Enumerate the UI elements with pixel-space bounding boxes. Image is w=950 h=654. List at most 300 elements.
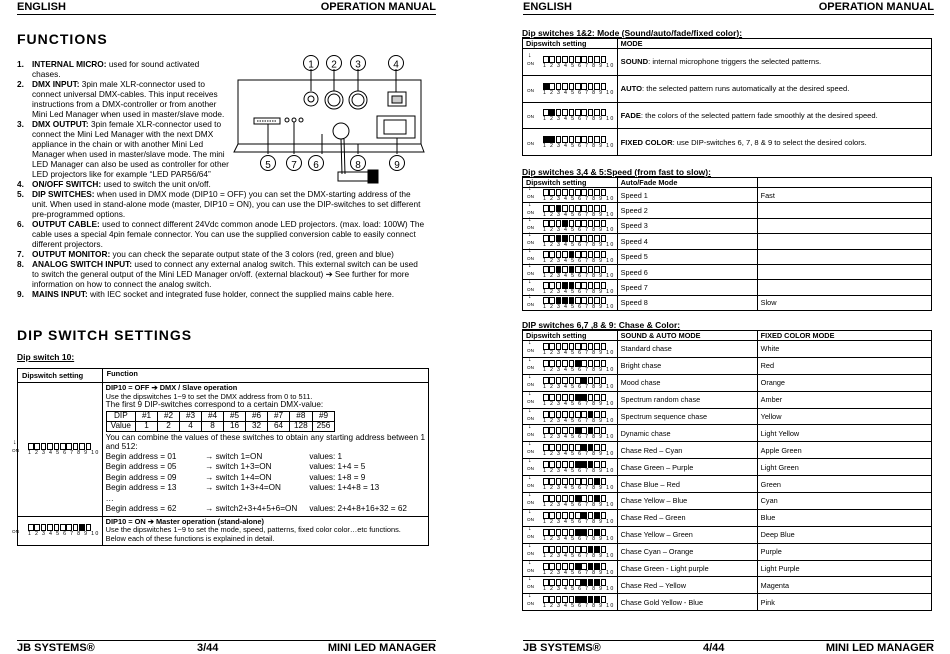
- dip-number-cell: #1: [136, 411, 158, 421]
- speed-label: Speed 1: [617, 188, 757, 203]
- address-cell: …: [105, 493, 114, 503]
- function-title: OUTPUT CABLE:: [32, 219, 100, 229]
- dip10-off-line2: The first 9 DIP-switches correspond to a certain DMX-value:: [105, 400, 324, 410]
- dip10-on-title: DIP10 = ON ➔ Master operation (stand-alone): [105, 516, 265, 526]
- dip10-on-line1: Use the dipswitches 1~9 to set the mode, speed, patterns, fixed color color…etc functions.: [105, 525, 401, 535]
- dip-settings-heading: DIP SWITCH SETTINGS: [17, 327, 193, 343]
- header-language: ENGLISH: [17, 1, 66, 13]
- page-header: [17, 1, 436, 15]
- function-number: 1.: [17, 59, 24, 69]
- speed-table: [522, 177, 932, 311]
- function-text: you can check the separate output state of the 3 colors (red, green and blue): [110, 249, 394, 259]
- function-title: ANALOG SWITCH INPUT:: [32, 259, 133, 269]
- arrow-down-icon: ↓: [528, 474, 532, 482]
- values-cell: values: 1: [309, 451, 343, 461]
- chase-row: [523, 425, 932, 442]
- callout-number: 8: [355, 160, 361, 171]
- dip-on-label: ON: [527, 271, 534, 277]
- dip-switch: [527, 185, 615, 203]
- function-number: 5.: [17, 189, 24, 199]
- chase-row: [523, 459, 932, 476]
- fixed-color-name: Deep Blue: [757, 526, 931, 543]
- arrow-down-icon: ↓: [528, 440, 532, 448]
- arrow-down-icon: ↓: [13, 438, 17, 446]
- fixed-color-name: White: [757, 341, 931, 358]
- dip-switch: [527, 490, 615, 508]
- chase-name: Chase Cyan – Orange: [617, 543, 757, 560]
- chase-row: [523, 543, 932, 560]
- dip-numbers: 1 2 3 4 5 6 7 8 9 10: [543, 501, 615, 508]
- dip-on-label: ON: [527, 466, 534, 472]
- arrow-down-icon: ↓: [528, 215, 532, 223]
- chase-row: [523, 357, 932, 374]
- dip-on-label: ON: [527, 60, 534, 66]
- dip-switch: [527, 355, 615, 373]
- dip-on-label: ON: [527, 209, 534, 215]
- function-number: 3.: [17, 119, 24, 129]
- chase-name: Chase Red – Green: [617, 509, 757, 526]
- dip-switch: [527, 338, 615, 356]
- col-dipswitch: Dipswitch setting: [18, 369, 103, 383]
- dip-numbers: 1 2 3 4 5 6 7 8 9 10: [543, 485, 615, 492]
- dip-switch: [527, 215, 615, 233]
- dip-number-cell: #2: [158, 411, 180, 421]
- address-cell: Begin address = 62: [105, 504, 177, 514]
- function-title: OUTPUT MONITOR:: [32, 249, 111, 259]
- function-text: used to connect different 24Vdc common anode LED projectors. (max. load: 100W) The cable uses a special 4pin female connector. You can use the supplied conversion cable to easily connect different projectors.: [32, 219, 425, 249]
- chase-name: Chase Green – Purple: [617, 459, 757, 476]
- dip-on-label: ON: [527, 584, 534, 590]
- chase-subheading: DIP switches 6,7 ,8 & 9: Chase & Color:: [522, 320, 681, 330]
- dip-value-cell: Value: [106, 421, 135, 431]
- dip-numbers: 1 2 3 4 5 6 7 8 9 10: [543, 62, 615, 69]
- dip-switch: [12, 438, 100, 456]
- dip-switch: [527, 246, 615, 264]
- speed-row: [523, 280, 932, 295]
- dip-switch: [527, 83, 615, 96]
- dip-numbers: 1 2 3 4 5 6 7 8 9 10: [543, 242, 615, 249]
- dip-on-label: ON: [527, 255, 534, 261]
- footer-brand: JB SYSTEMS®: [17, 642, 95, 654]
- callout-number: 1: [308, 59, 314, 71]
- arrow-down-icon: ↓: [528, 200, 532, 208]
- dip-numbers: 1 2 3 4 5 6 7 8 9 10: [543, 569, 615, 576]
- arrow-down-icon: ↓: [528, 592, 532, 600]
- arrow-down-icon: ↓: [528, 372, 532, 380]
- col-auto-fade: Auto/Fade Mode: [617, 178, 757, 188]
- arrow-down-icon: ↓: [528, 246, 532, 254]
- mode-name: FIXED COLOR: [620, 137, 673, 147]
- dip-numbers: 1 2 3 4 5 6 7 8 9 10: [543, 400, 615, 407]
- dip-switch: [527, 558, 615, 576]
- dip-value-cell: 256: [312, 421, 335, 431]
- dip-on-label: ON: [527, 381, 534, 387]
- speed-row: [523, 249, 932, 264]
- function-text: with IEC socket and integrated fuse holder, connect the supplied mains cable here.: [87, 289, 395, 299]
- dip-switch: [527, 541, 615, 559]
- dip-on-label: ON: [527, 114, 534, 120]
- chase-name: Bright chase: [617, 357, 757, 374]
- dip-numbers: 1 2 3 4 5 6 7 8 9 10: [543, 303, 615, 310]
- dip-value-table: [106, 411, 336, 432]
- function-title: MAINS INPUT:: [32, 289, 88, 299]
- dip-switch-diagram: [12, 438, 100, 456]
- dip-on-label: ON: [527, 240, 534, 246]
- speed-row: [523, 218, 932, 233]
- fixed-color-name: Purple: [757, 543, 931, 560]
- dip10-off-line1: Use the dipswitches 1~9 to set the DMX address from 0 to 511.: [105, 391, 313, 401]
- switch-cell: → switch 1+3+4=ON: [205, 483, 281, 493]
- address-example-row: [106, 494, 425, 505]
- chase-row: [523, 374, 932, 391]
- address-example-row: [106, 452, 425, 463]
- dip-value-cell: 16: [224, 421, 246, 431]
- dip-on-label: ON: [527, 483, 534, 489]
- functions-heading: FUNCTIONS: [17, 31, 108, 47]
- dip-numbers: 1 2 3 4 5 6 7 8 9 10: [543, 552, 615, 559]
- fixed-color-name: Apple Green: [757, 442, 931, 459]
- speed-note: [757, 264, 931, 279]
- col-dipswitch: Dipswitch setting: [523, 331, 618, 341]
- dip10-combine-text: You can combine the values of these switches to obtain any starting address between 1 and 512:: [105, 432, 425, 452]
- dip-numbers: 1 2 3 4 5 6 7 8 9 10: [543, 383, 615, 390]
- dip-numbers: 1 2 3 4 5 6 7 8 9 10: [543, 468, 615, 475]
- dip-numbers: 1 2 3 4 5 6 7 8 9 10: [543, 417, 615, 424]
- address-cell: Begin address = 01: [105, 451, 177, 461]
- dip-numbers: 1 2 3 4 5 6 7 8 9 10: [543, 89, 615, 96]
- arrow-down-icon: ↓: [528, 575, 532, 583]
- dip-numbers: 1 2 3 4 5 6 7 8 9 10: [543, 116, 615, 123]
- arrow-down-icon: ↓: [528, 389, 532, 397]
- speed-label: Speed 4: [617, 234, 757, 249]
- arrow-down-icon: ↓: [528, 524, 532, 532]
- dip-on-label: ON: [527, 87, 534, 93]
- dip-numbers: 1 2 3 4 5 6 7 8 9 10: [543, 288, 615, 295]
- mode-name: FADE: [620, 110, 641, 120]
- fixed-color-name: Light Yellow: [757, 425, 931, 442]
- dip-value-cell: 128: [290, 421, 313, 431]
- speed-label: Speed 7: [617, 280, 757, 295]
- address-example-row: [106, 483, 425, 494]
- dip-on-label: ON: [527, 601, 534, 607]
- speed-row: [523, 203, 932, 218]
- function-item: [17, 119, 229, 179]
- chase-row: [523, 577, 932, 594]
- dip-switch: [527, 507, 615, 525]
- speed-note: [757, 280, 931, 295]
- dip-numbers: 1 2 3 4 5 6 7 8 9 10: [543, 257, 615, 264]
- function-number: 8.: [17, 259, 24, 269]
- header-language: ENGLISH: [523, 1, 572, 13]
- dip-on-label: ON: [527, 499, 534, 505]
- chase-row: [523, 341, 932, 358]
- dip-switch: [527, 200, 615, 218]
- device-diagram: [232, 54, 432, 194]
- mode-row: [523, 75, 932, 102]
- address-example-row: [106, 462, 425, 473]
- dip-numbers: 1 2 3 4 5 6 7 8 9 10: [543, 586, 615, 593]
- arrow-down-icon: ↓: [528, 558, 532, 566]
- function-item: [17, 289, 427, 299]
- fixed-color-name: Amber: [757, 391, 931, 408]
- function-text: used for sound activated chases.: [32, 59, 200, 79]
- chase-color-table: [522, 330, 932, 611]
- dip-numbers: 1 2 3 4 5 6 7 8 9 10: [543, 273, 615, 280]
- footer-product: MINI LED MANAGER: [825, 642, 934, 654]
- values-cell: values: 1+8 = 9: [309, 472, 366, 482]
- mode-name: SOUND: [620, 57, 649, 67]
- dip-on-label: ON: [527, 286, 534, 292]
- function-text: used to switch the unit on/off.: [101, 179, 211, 189]
- function-title: DMX INPUT:: [32, 79, 80, 89]
- speed-row: [523, 188, 932, 203]
- function-item: [17, 219, 427, 249]
- arrow-down-icon: ↓: [528, 507, 532, 515]
- chase-name: Mood chase: [617, 374, 757, 391]
- switch-cell: [205, 494, 309, 505]
- arrow-down-icon: ↓: [528, 277, 532, 285]
- footer-page-number: 3/44: [197, 642, 219, 654]
- arrow-down-icon: ↓: [528, 185, 532, 193]
- dip10-on-line2: Below each of these functions is explained in detail.: [105, 533, 275, 543]
- dip-on-label: ON: [12, 447, 19, 453]
- function-text: when used in DMX mode (DIP10 = OFF) you can set the DMX-starting address of the unit. When used in stand-alone mode (master, DIP10 = ON), you can use the DIP-switches to set different pre-programmed options.: [32, 189, 421, 219]
- header-title: OPERATION MANUAL: [320, 1, 436, 13]
- mode-description: : the selected pattern runs automatically at the desired speed.: [642, 84, 850, 94]
- fixed-color-name: Red: [757, 357, 931, 374]
- dip-on-label: ON: [527, 398, 534, 404]
- speed-label: Speed 5: [617, 249, 757, 264]
- chase-row: [523, 391, 932, 408]
- arrow-down-icon: ↓: [528, 262, 532, 270]
- dip-on-label: ON: [527, 432, 534, 438]
- speed-note: [757, 203, 931, 218]
- function-number: 2.: [17, 79, 24, 89]
- speed-label: Speed 6: [617, 264, 757, 279]
- fixed-color-name: Orange: [757, 374, 931, 391]
- dip-numbers: 1 2 3 4 5 6 7 8 9 10: [543, 518, 615, 525]
- dip-on-label: ON: [527, 364, 534, 370]
- dip-number-cell: DIP: [106, 411, 135, 421]
- dip-numbers: 1 2 3 4 5 6 7 8 9 10: [543, 196, 615, 203]
- values-cell: values: 1+4 = 5: [309, 462, 366, 472]
- speed-subheading: Dip switches 3,4 & 5:Speed (from fast to slow):: [522, 167, 711, 177]
- speed-row: [523, 295, 932, 310]
- speed-row: [523, 234, 932, 249]
- dip-switch: [527, 372, 615, 390]
- dip-number-cell: #9: [312, 411, 335, 421]
- dip-switch: [527, 389, 615, 407]
- fixed-color-name: Light Purple: [757, 560, 931, 577]
- dip-value-cell: 2: [158, 421, 180, 431]
- chase-row: [523, 509, 932, 526]
- address-example-row: [106, 504, 425, 515]
- address-cell: Begin address = 05: [105, 462, 177, 472]
- fixed-color-name: Yellow: [757, 408, 931, 425]
- dip-numbers: 1 2 3 4 5 6 7 8 9 10: [543, 211, 615, 218]
- page-header: [523, 1, 934, 15]
- dip-on-label: ON: [12, 529, 19, 535]
- function-title: INTERNAL MICRO:: [32, 59, 107, 69]
- chase-row: [523, 526, 932, 543]
- address-examples: [106, 452, 425, 515]
- col-speed-note: [757, 178, 931, 188]
- chase-name: Chase Yellow – Blue: [617, 493, 757, 510]
- mode-table: [522, 38, 932, 156]
- dip-on-label: ON: [527, 224, 534, 230]
- function-item: [17, 249, 427, 259]
- callout-number: 6: [313, 160, 319, 171]
- speed-row: [523, 264, 932, 279]
- values-cell: values: 2+4+8+16+32 = 62: [309, 504, 407, 514]
- arrow-down-icon: ↓: [528, 457, 532, 465]
- mode-description: : use DIP-switches 6, 7, 8 & 9 to select the desired colors.: [672, 137, 867, 147]
- function-title: DMX OUTPUT:: [32, 119, 89, 129]
- function-item: [17, 259, 427, 289]
- mode-name: AUTO: [620, 84, 643, 94]
- function-number: 7.: [17, 249, 24, 259]
- dip-on-label: ON: [527, 533, 534, 539]
- chase-name: Standard chase: [617, 341, 757, 358]
- function-text: 3pin male XLR-connector used to connect universal DMX-cables. This input receives instructions from a DMX-controller or from another Mini Led Manager when used in master/slave mode.: [32, 79, 225, 119]
- arrow-down-icon: ↓: [528, 292, 532, 300]
- dip-number-cell: #8: [290, 411, 313, 421]
- fixed-color-name: Cyan: [757, 493, 931, 510]
- footer-product: MINI LED MANAGER: [327, 642, 436, 654]
- chase-name: Spectrum sequence chase: [617, 408, 757, 425]
- col-sound-auto: SOUND & AUTO MODE: [617, 331, 757, 341]
- switch-cell: → switch 1+4=ON: [205, 472, 272, 482]
- dip-switch: [527, 592, 615, 610]
- dip-switch: [527, 51, 615, 69]
- speed-note: Slow: [757, 295, 931, 310]
- dip-number-cell: #3: [180, 411, 202, 421]
- dip-number-cell: #4: [202, 411, 224, 421]
- dip-switch: [527, 292, 615, 310]
- speed-note: [757, 234, 931, 249]
- dip-on-label: ON: [527, 347, 534, 353]
- callout-number: 3: [355, 59, 361, 71]
- arrow-down-icon: ↓: [528, 338, 532, 346]
- callout-number: 9: [394, 160, 400, 171]
- dip-number-cell: #7: [268, 411, 290, 421]
- dip-numbers: 1 2 3 4 5 6 7 8 9 10: [543, 535, 615, 542]
- fixed-color-name: Light Green: [757, 459, 931, 476]
- function-number: 6.: [17, 219, 24, 229]
- dip-on-label: ON: [527, 449, 534, 455]
- dip-switch: [527, 406, 615, 424]
- chase-name: Chase Green - Light purple: [617, 560, 757, 577]
- dip10-off-title: DIP10 = OFF ➔ DMX / Slave operation: [105, 383, 238, 392]
- col-mode: MODE: [617, 39, 931, 49]
- chase-name: Chase Blue – Red: [617, 476, 757, 493]
- dip-numbers: 1 2 3 4 5 6 7 8 9 10: [543, 451, 615, 458]
- dip-switch: [527, 457, 615, 475]
- callout-number: 7: [291, 160, 297, 171]
- dip-numbers: 1 2 3 4 5 6 7 8 9 10: [543, 226, 615, 233]
- page-footer: [523, 640, 934, 654]
- switch-cell: → switch 1+3=ON: [205, 462, 272, 472]
- col-dipswitch: Dipswitch setting: [523, 178, 618, 188]
- dip-switch: [527, 231, 615, 249]
- mode-subheading: Dip switches 1&2: Mode (Sound/auto/fade/fixed color):: [522, 28, 743, 38]
- page-footer: [17, 640, 436, 654]
- arrow-down-icon: ↓: [528, 490, 532, 498]
- values-cell: values: 1+4+8 = 13: [309, 483, 380, 493]
- address-cell: Begin address = 09: [105, 472, 177, 482]
- function-title: ON/OFF SWITCH:: [32, 179, 102, 189]
- chase-name: Chase Red – Cyan: [617, 442, 757, 459]
- dip-on-label: ON: [527, 567, 534, 573]
- dip10-subheading: Dip switch 10:: [17, 352, 75, 362]
- callout-number: 5: [265, 160, 271, 171]
- arrow-down-icon: ↓: [528, 406, 532, 414]
- dip-numbers: 1 2 3 4 5 6 7 8 9 10: [28, 531, 100, 538]
- dip-value-cell: 64: [268, 421, 290, 431]
- values-cell: [309, 494, 425, 505]
- dip-numbers: 1 2 3 4 5 6 7 8 9 10: [543, 366, 615, 373]
- switch-cell: → switch 1=ON: [205, 451, 263, 461]
- dip-on-label: ON: [527, 194, 534, 200]
- dip-value-cell: 8: [202, 421, 224, 431]
- dip-switch: [527, 277, 615, 295]
- switch-cell: → switch2+3+4+5+6=ON: [205, 504, 298, 514]
- dip-switch: [527, 474, 615, 492]
- arrow-down-icon: ↓: [528, 423, 532, 431]
- footer-page-number: 4/44: [703, 642, 725, 654]
- chase-row: [523, 493, 932, 510]
- dip-number-cell: #5: [224, 411, 246, 421]
- dip-switch: [527, 440, 615, 458]
- right-page: [518, 0, 950, 654]
- address-example-row: [106, 473, 425, 484]
- dip-switch: [527, 524, 615, 542]
- dip-on-label: ON: [527, 550, 534, 556]
- function-number: 9.: [17, 289, 24, 299]
- col-fixed-color: FIXED COLOR MODE: [757, 331, 931, 341]
- chase-row: [523, 594, 932, 611]
- function-text: used to connect any external analog switch. This external switch can be used to switch the general output of the Mini LED Manager on/off. (external blackout) ➔ See further for more information on how to connect the analog switch.: [32, 259, 418, 289]
- chase-name: Dynamic chase: [617, 425, 757, 442]
- fixed-color-name: Green: [757, 476, 931, 493]
- callout-number: 4: [393, 59, 399, 71]
- dip-on-label: ON: [527, 301, 534, 307]
- dip10-table: [12, 368, 429, 546]
- address-cell: Begin address = 13: [105, 483, 177, 493]
- chase-name: Chase Red – Yellow: [617, 577, 757, 594]
- chase-row: [523, 560, 932, 577]
- mode-row: [523, 49, 932, 76]
- chase-name: Chase Yellow – Green: [617, 526, 757, 543]
- fixed-color-name: Magenta: [757, 577, 931, 594]
- chase-row: [523, 476, 932, 493]
- chase-row: [523, 442, 932, 459]
- function-item: [17, 79, 229, 119]
- dip-switch: [527, 423, 615, 441]
- dip-value-cell: 1: [136, 421, 158, 431]
- chase-name: Chase Gold Yellow - Blue: [617, 594, 757, 611]
- speed-note: Fast: [757, 188, 931, 203]
- dip-switch: [12, 524, 100, 538]
- dip-number-cell: #6: [246, 411, 268, 421]
- speed-label: Speed 8: [617, 295, 757, 310]
- arrow-down-icon: ↓: [528, 355, 532, 363]
- mode-row: [523, 102, 932, 129]
- callout-number: 2: [331, 59, 337, 71]
- mode-description: : internal microphone triggers the selected patterns.: [648, 57, 822, 67]
- dip-numbers: 1 2 3 4 5 6 7 8 9 10: [543, 143, 615, 150]
- header-title: OPERATION MANUAL: [818, 1, 934, 13]
